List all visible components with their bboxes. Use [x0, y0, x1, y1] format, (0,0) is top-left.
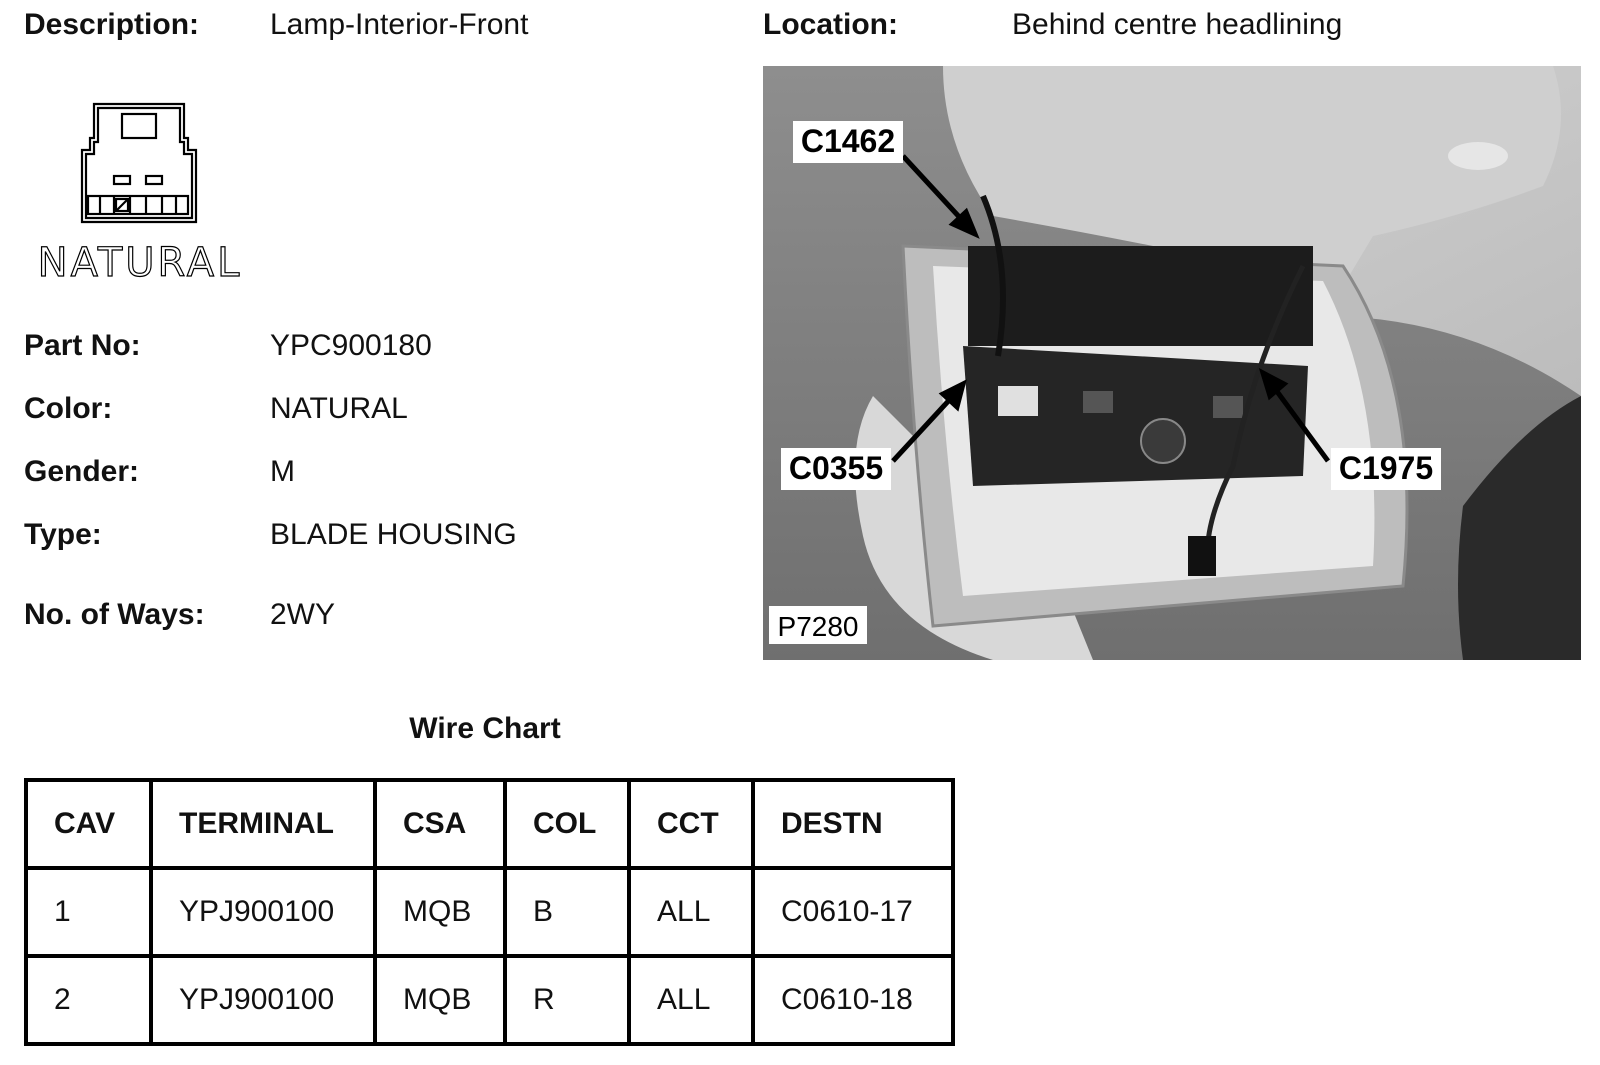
wire-chart-table — [24, 778, 955, 1046]
gender-value: M — [270, 455, 295, 488]
description-value: Lamp-Interior-Front — [270, 8, 529, 41]
location-photo — [763, 66, 1581, 660]
cell-cav: 2 — [26, 956, 151, 1044]
table-row — [26, 956, 953, 1044]
callout-c1462: C1462 — [800, 123, 896, 159]
color-value: NATURAL — [270, 392, 408, 425]
cell-cct: ALL — [629, 868, 753, 956]
table-row — [26, 868, 953, 956]
cell-terminal: YPJ900100 — [151, 956, 375, 1044]
photo-reference: P7280 — [777, 611, 859, 642]
connector-face-icon — [30, 100, 250, 290]
col-header-cav: CAV — [26, 780, 151, 868]
location-label: Location: — [763, 8, 898, 41]
col-header-terminal: TERMINAL — [151, 780, 375, 868]
part-no-label: Part No: — [24, 329, 141, 362]
cell-destn: C0610-18 — [753, 956, 953, 1044]
ways-label: No. of Ways: — [24, 598, 205, 631]
cell-terminal: YPJ900100 — [151, 868, 375, 956]
location-value: Behind centre headlining — [1012, 8, 1343, 41]
description-label: Description: — [24, 8, 200, 41]
table-header-row — [26, 780, 953, 868]
connector-caption: NATURAL — [37, 240, 243, 286]
cell-cct: ALL — [629, 956, 753, 1044]
cell-destn: C0610-17 — [753, 868, 953, 956]
cell-col: R — [505, 956, 629, 1044]
callout-c0355: C0355 — [788, 450, 884, 486]
type-label: Type: — [24, 518, 102, 551]
col-header-cct: CCT — [629, 780, 753, 868]
color-label: Color: — [24, 392, 113, 425]
type-value: BLADE HOUSING — [270, 518, 517, 551]
gender-label: Gender: — [24, 455, 140, 488]
cell-csa: MQB — [375, 868, 505, 956]
ways-value: 2WY — [270, 598, 336, 631]
cell-csa: MQB — [375, 956, 505, 1044]
col-header-csa: CSA — [375, 780, 505, 868]
wire-chart-title: Wire Chart — [409, 712, 561, 745]
col-header-col: COL — [505, 780, 629, 868]
part-no-value: YPC900180 — [270, 329, 432, 362]
cell-cav: 1 — [26, 868, 151, 956]
callout-c1975: C1975 — [1338, 450, 1434, 486]
cell-col: B — [505, 868, 629, 956]
col-header-destn: DESTN — [753, 780, 953, 868]
